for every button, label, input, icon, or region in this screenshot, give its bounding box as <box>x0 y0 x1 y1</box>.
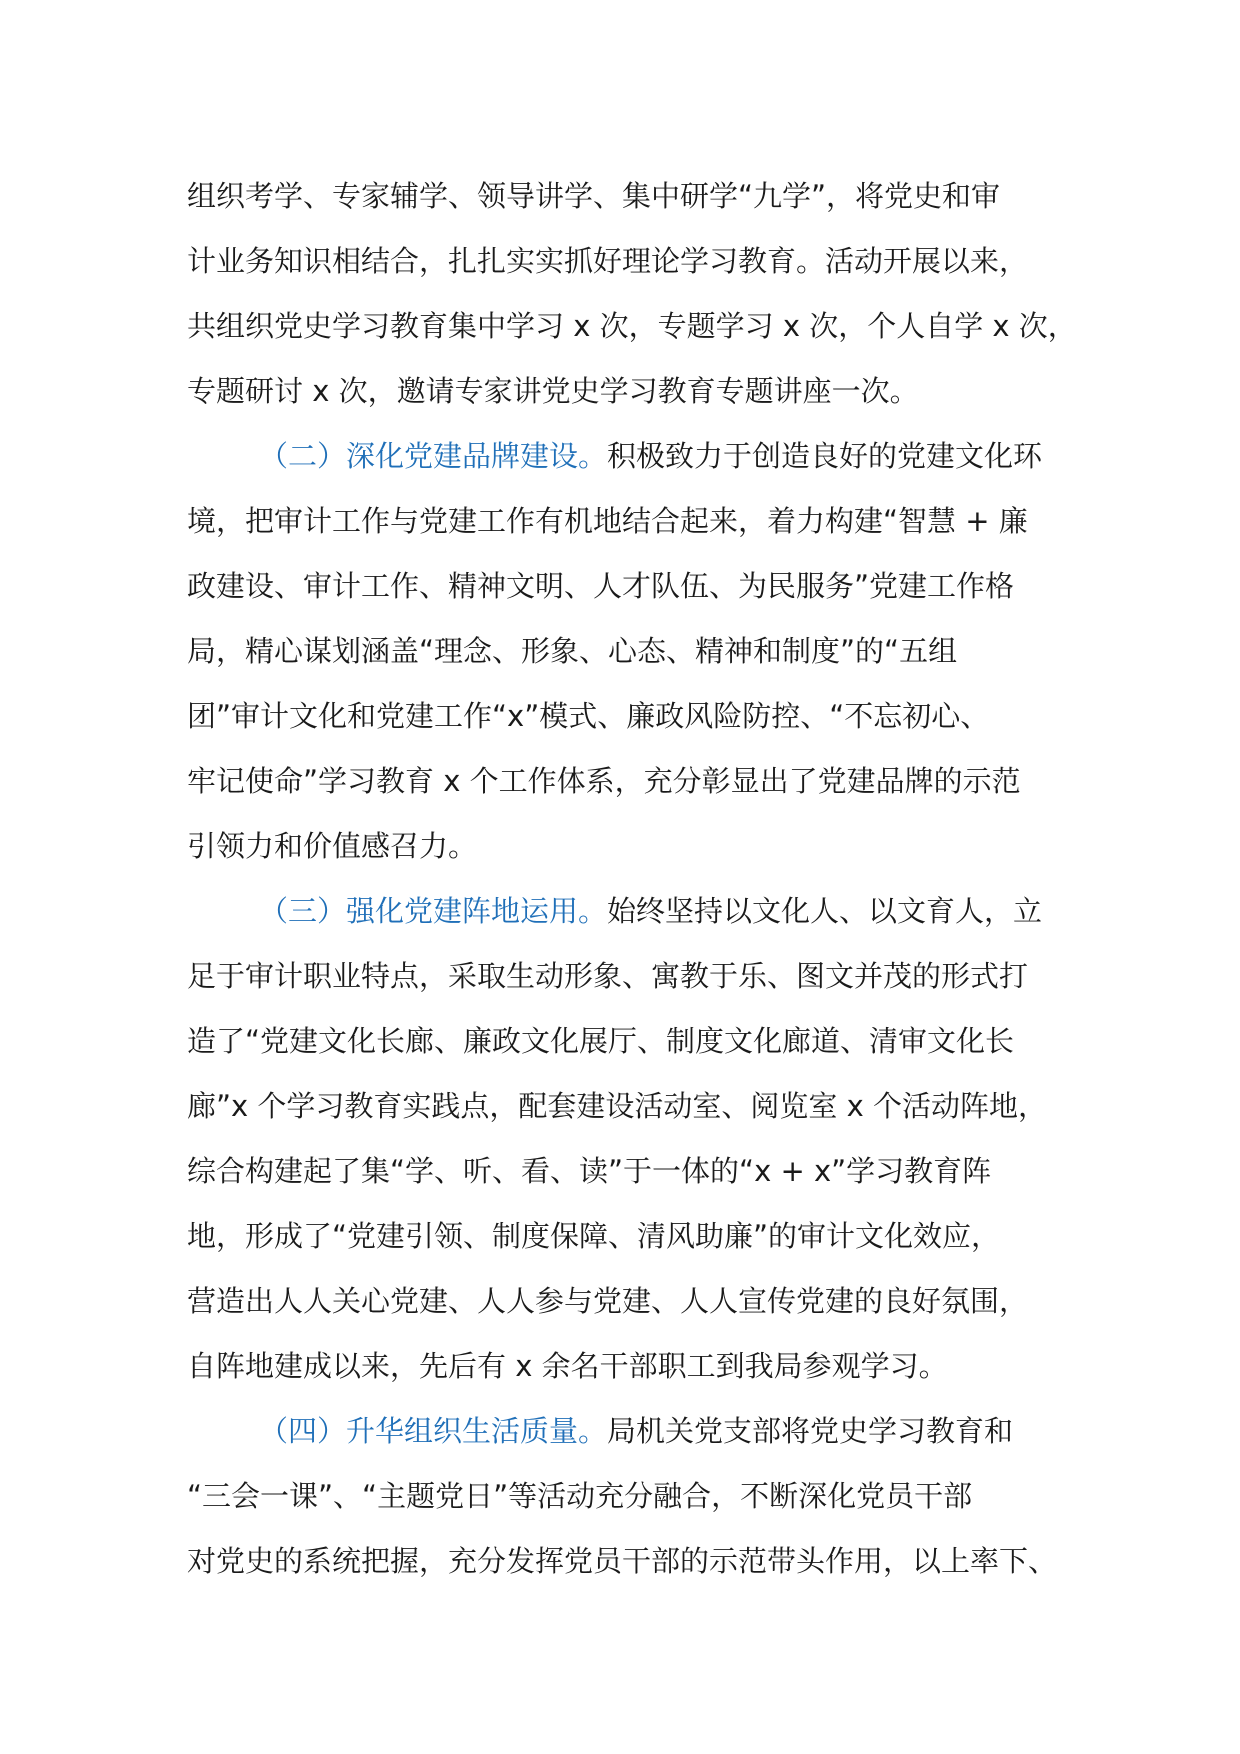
paragraph-first-line <box>187 1399 1087 1464</box>
paragraph-line: 计业务知识相结合，扎扎实实抓好理论学习教育。活动开展以来， <box>187 244 1029 278</box>
paragraph-3 <box>187 879 1087 1399</box>
paragraph-first-line <box>187 424 1087 489</box>
paragraph-line: 专题研讨 x 次，邀请专家讲党史学习教育专题讲座一次。 <box>187 374 919 408</box>
paragraph-line: 自阵地建成以来，先后有 x 余名干部职工到我局参观学习。 <box>187 1349 948 1383</box>
paragraph-line: 局，精心谋划涵盖“理念、形象、心态、精神和制度”的“五组 <box>187 634 958 668</box>
paragraph-line: 地，形成了“党建引领、制度保障、清风助廉”的审计文化效应， <box>187 1219 1001 1253</box>
section-heading-2: （二）深化党建品牌建设。 <box>259 439 608 473</box>
paragraph-line: 境，把审计工作与党建工作有机地结合起来，着力构建“智慧 + 廉 <box>187 504 1028 538</box>
paragraph-line: 牢记使命”学习教育 x 个工作体系，充分彰显出了党建品牌的示范 <box>187 764 1021 798</box>
paragraph-first-line <box>187 879 1087 944</box>
paragraph-text: 积极致力于创造良好的党建文化环 <box>607 439 1043 473</box>
paragraph-line: 足于审计职业特点，采取生动形象、寓教于乐、图文并茂的形式打 <box>187 959 1029 993</box>
document-body <box>187 164 1087 1594</box>
paragraph-line: “三会一课”、“主题党日”等活动充分融合，不断深化党员干部 <box>187 1479 973 1513</box>
paragraph-line: 共组织党史学习教育集中学习 x 次，专题学习 x 次，个人自学 x 次， <box>187 309 1077 343</box>
paragraph-text: 始终坚持以文化人、以文育人，立 <box>607 894 1043 928</box>
section-heading-3: （三）强化党建阵地运用。 <box>259 894 608 928</box>
paragraph-4 <box>187 1399 1087 1594</box>
paragraph-2 <box>187 424 1087 879</box>
paragraph-line: 廊”x 个学习教育实践点，配套建设活动室、阅览室 x 个活动阵地， <box>187 1089 1048 1123</box>
paragraph-line: 营造出人人关心党建、人人参与党建、人人宣传党建的良好氛围， <box>187 1284 1029 1318</box>
paragraph-line: 组织考学、专家辅学、领导讲学、集中研学“九学”，将党史和审 <box>187 179 1001 213</box>
paragraph-1 <box>187 164 1087 424</box>
paragraph-line: 团”审计文化和党建工作“x”模式、廉政风险防控、“不忘初心、 <box>187 699 990 733</box>
paragraph-line: 综合构建起了集“学、听、看、读”于一体的“x + x”学习教育阵 <box>187 1154 992 1188</box>
paragraph-line: 造了“党建文化长廊、廉政文化展厅、制度文化廊道、清审文化长 <box>187 1024 1015 1058</box>
paragraph-line: 政建设、审计工作、精神文明、人才队伍、为民服务”党建工作格 <box>187 569 1015 603</box>
paragraph-text: 局机关党支部将党史学习教育和 <box>607 1414 1014 1448</box>
paragraph-line: 对党史的系统把握，充分发挥党员干部的示范带头作用，以上率下、 <box>187 1544 1058 1578</box>
paragraph-line: 引领力和价值感召力。 <box>187 829 478 863</box>
section-heading-4: （四）升华组织生活质量。 <box>259 1414 608 1448</box>
